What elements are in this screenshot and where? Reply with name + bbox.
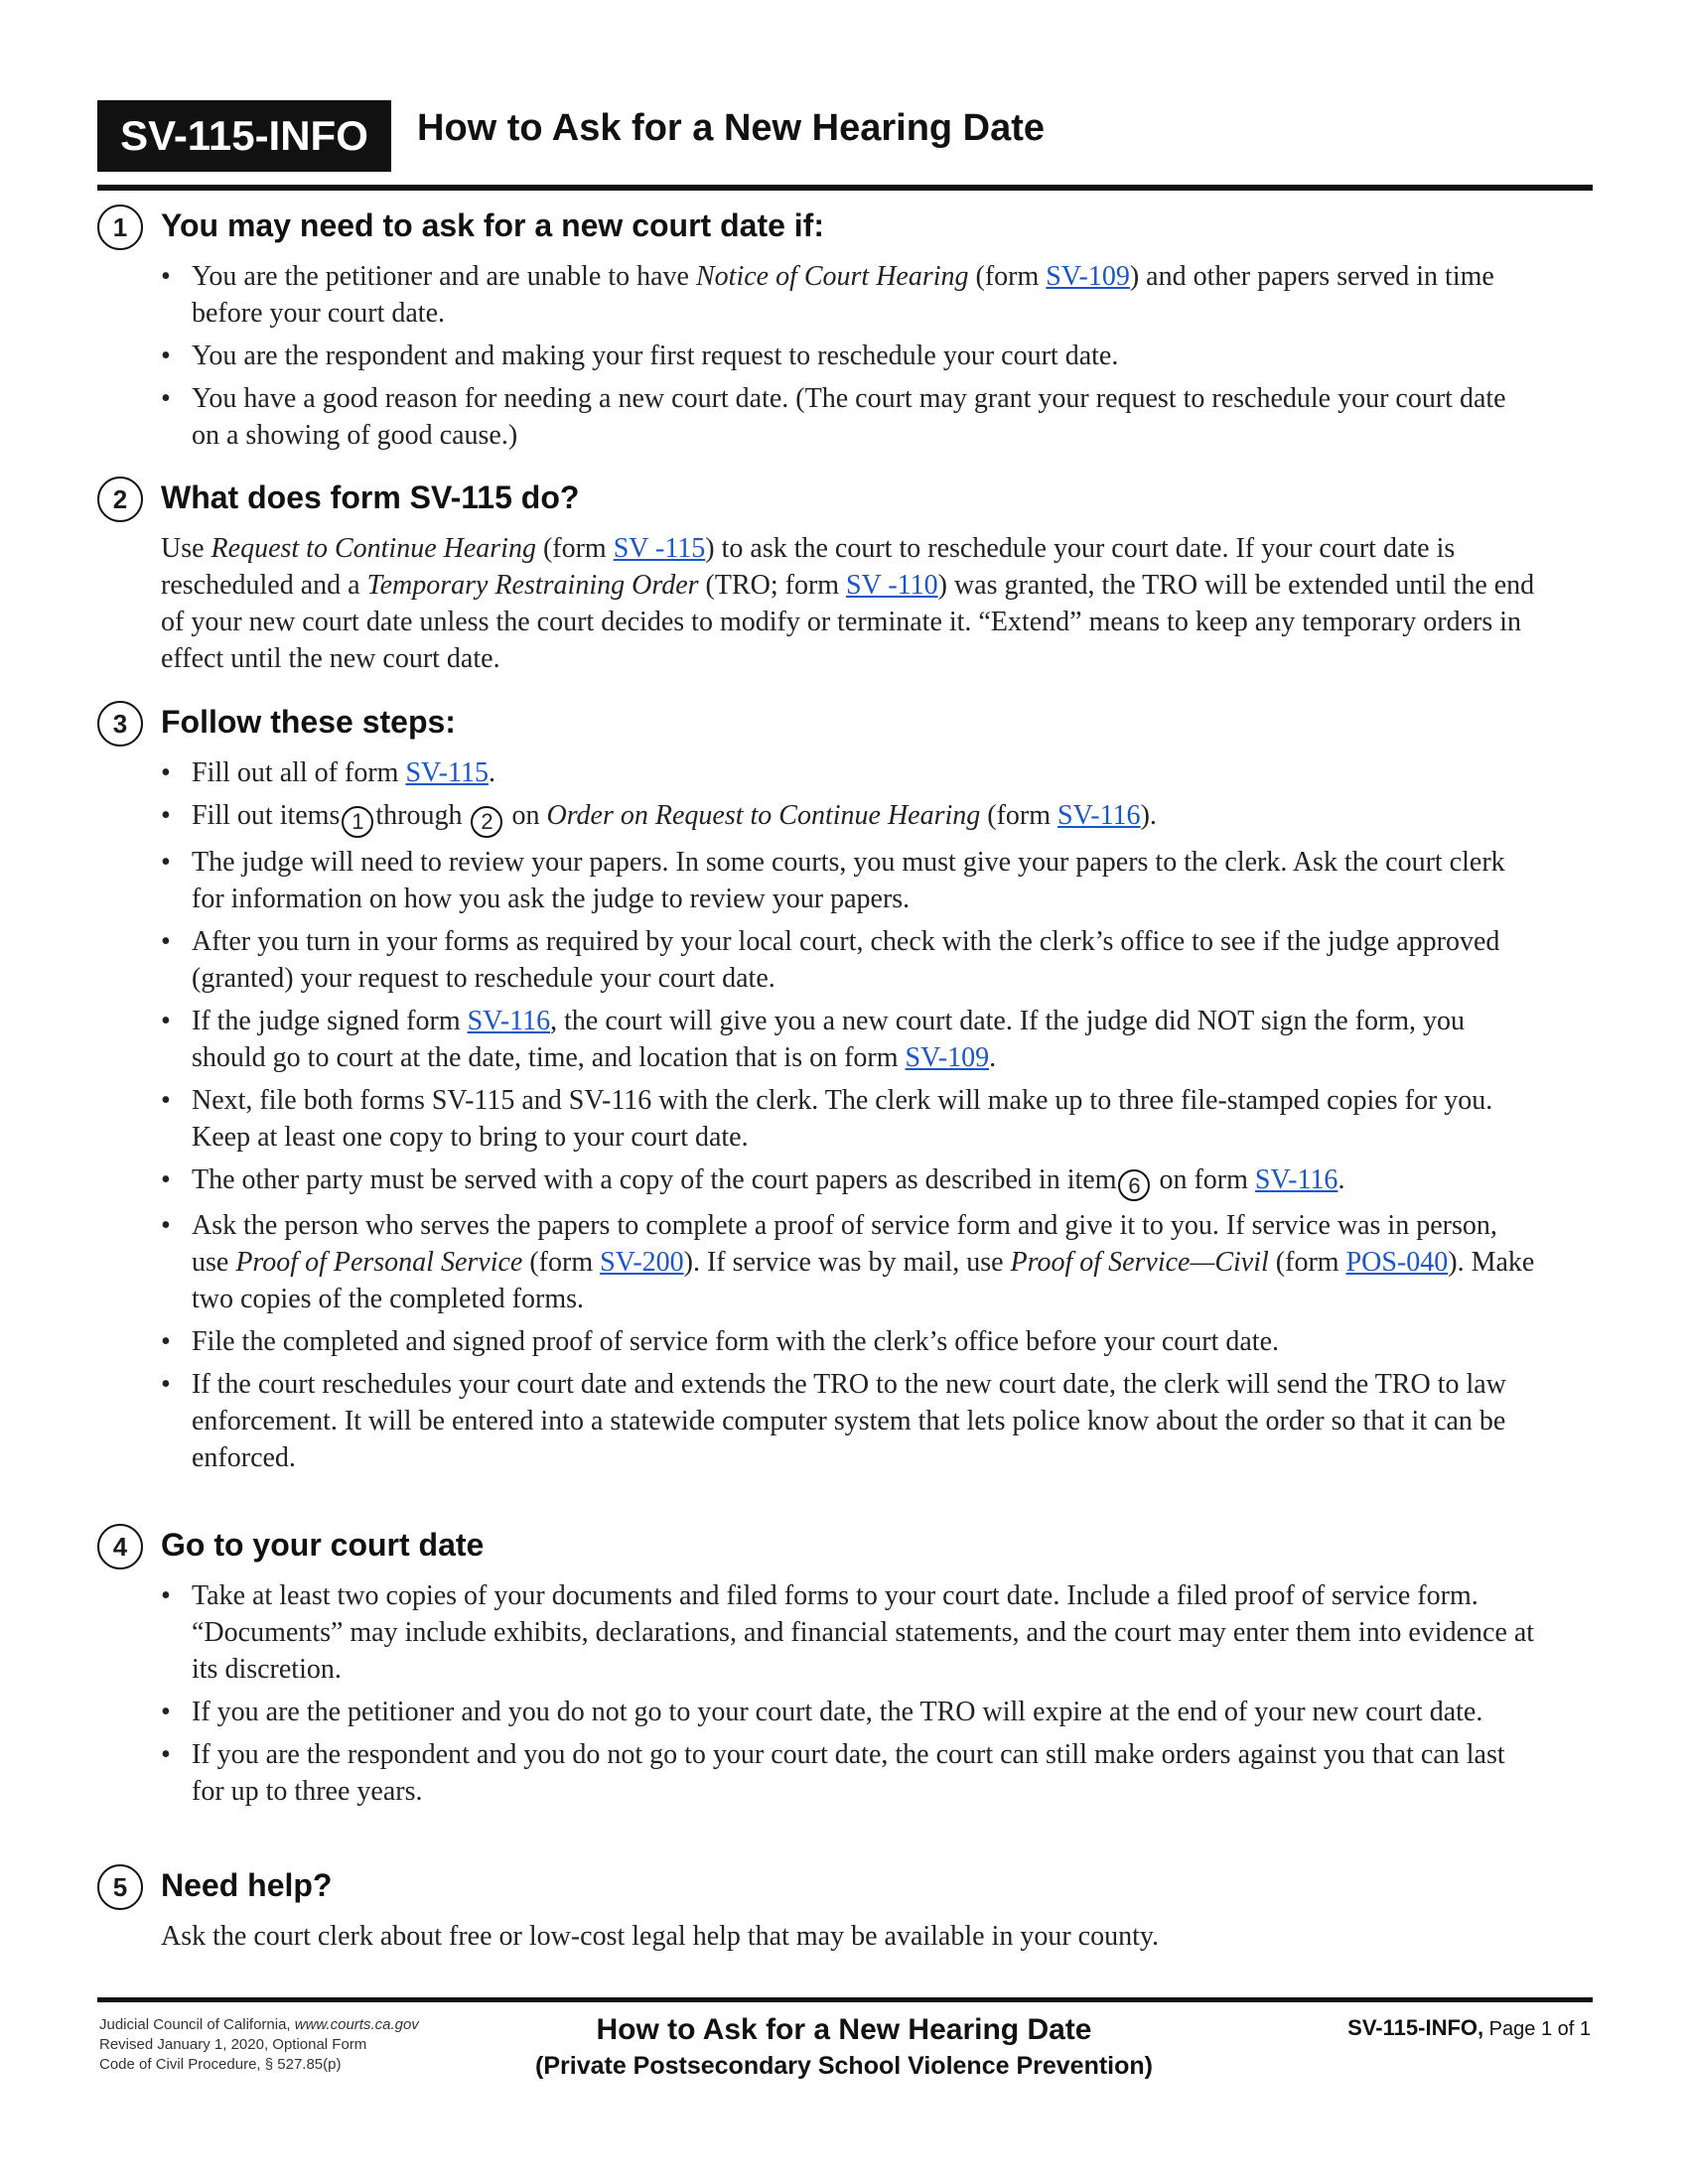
section-number-badge: 3: [97, 701, 143, 747]
list-item: • File the completed and signed proof of service form with the clerk’s office before your court date.: [161, 1326, 1279, 1357]
section-number-badge: 2: [97, 477, 143, 522]
section-1: [97, 205, 1593, 460]
form-id-badge: SV-115-INFO: [97, 100, 391, 172]
list-item: • Ask the person who serves the papers to complete a proof of service form and give it to you. If service was in person, use Proof of Personal Service (form SV-200). If service was by mail, use Proof of Service—Civil (form POS-040). Make two copies of the completed forms.: [161, 1210, 1535, 1314]
footer-title: How to Ask for a New Hearing Date: [596, 2013, 1092, 2046]
footer-publisher-line: Judicial Council of California, www.courts.ca.gov: [99, 2016, 419, 2033]
footer-page-info: [1347, 2015, 1591, 2041]
footer-title-block: [487, 2011, 1201, 2083]
bullet-list: [97, 1577, 1593, 1810]
form-link-sv-109[interactable]: SV-109: [1046, 261, 1130, 292]
top-divider: [97, 185, 1593, 191]
item-number-badge: 2: [471, 806, 502, 838]
list-item: • If you are the petitioner and you do not go to your court date, the TRO will expire at the end of your new court date.: [161, 1697, 1483, 1727]
section-4-header: [97, 1524, 1593, 1575]
list-item: • Fill out items 1 through 2 on Order on Request to Continue Hearing (form SV-116).: [97, 797, 1537, 838]
list-item: • You are the petitioner and are unable to have Notice of Court Hearing (form SV-109) and other papers served in time before your court date.: [161, 261, 1494, 329]
list-item: • If you are the respondent and you do not go to your court date, the court can still make orders against you that can last for up to three years.: [161, 1739, 1505, 1807]
form-link-sv-115[interactable]: SV-115: [405, 757, 489, 788]
list-item: • You are the respondent and making your first request to reschedule your court date.: [161, 341, 1119, 371]
item-number-badge: 1: [342, 806, 373, 838]
form-link-sv-116[interactable]: SV-116: [467, 1005, 551, 1036]
footer-publisher-info: [99, 2015, 419, 2075]
list-item: • Next, file both forms SV-115 and SV-116 with the clerk. The clerk will make up to three file-stamped copies for you. Keep at least one copy to bring to your court date.: [161, 1084, 1493, 1153]
list-item: • Fill out all of form SV-115.: [161, 757, 495, 788]
form-link-sv-109[interactable]: SV-109: [905, 1041, 990, 1073]
form-link-pos-040[interactable]: POS-040: [1345, 1247, 1449, 1278]
section-title: You may need to ask for a new court date if:: [161, 207, 824, 243]
form-link-sv-200[interactable]: SV-200: [600, 1247, 684, 1278]
section-3-header: [97, 701, 1593, 752]
section-number-badge: 5: [97, 1864, 143, 1910]
item-number-badge: 6: [1118, 1169, 1150, 1201]
list-item: • If the court reschedules your court date and extends the TRO to the new court date, the clerk will send the TRO to law enforcement. It will be entered into a statewide computer system that lets police know about the order so that it can be enforced.: [161, 1369, 1506, 1473]
section-title: What does form SV-115 do?: [161, 479, 580, 515]
bottom-divider: [97, 1997, 1593, 2002]
section-1-header: [97, 205, 1593, 256]
section-title: Follow these steps:: [161, 704, 456, 740]
section-2: [97, 477, 1593, 677]
bullet-list: [97, 754, 1593, 1476]
section-3: [97, 701, 1593, 1482]
section-paragraph: Use Request to Continue Hearing (form SV -115) to ask the court to reschedule your court date. If your court date is rescheduled and a Temporary Restraining Order (TRO; form SV -110) was granted, the TRO will be extended until the end of your new court date unless the court decides to modify or terminate it. “Extend” means to keep any temporary orders in effect until the new court date.: [161, 533, 1535, 674]
footer-subtitle: (Private Postsecondary School Violence Prevention): [535, 2052, 1153, 2080]
list-item: • The judge will need to review your papers. In some courts, you must give your papers to the clerk. Ask the court clerk for information on how you ask the judge to review your papers.: [161, 846, 1505, 914]
section-paragraph: Ask the court clerk about free or low-cost legal help that may be available in your county.: [161, 1921, 1160, 1952]
list-item: • Take at least two copies of your documents and filed forms to your court date. Include a filed proof of service form. “Documents” may include exhibits, declarations, and financial statements, and the court may enter them into evidence at its discretion.: [161, 1580, 1535, 1685]
section-5-header: [97, 1864, 1593, 1916]
section-number-badge: 4: [97, 1524, 143, 1570]
section-number-badge: 1: [97, 205, 143, 250]
form-link-sv-110[interactable]: SV -110: [846, 570, 938, 601]
list-item: • If the judge signed form SV-116, the court will give you a new court date. If the judge did NOT sign the form, you should go to court at the date, time, and location that is on form SV-109.: [161, 1005, 1466, 1073]
section-title: Need help?: [161, 1867, 333, 1903]
section-2-header: [97, 477, 1593, 528]
form-link-sv-116[interactable]: SV-116: [1254, 1163, 1338, 1195]
court-website-link[interactable]: www.courts.ca.gov: [294, 2016, 419, 2033]
footer-revision-line: Revised January 1, 2020, Optional Form: [99, 2036, 367, 2053]
form-link-sv-115[interactable]: SV -115: [613, 533, 706, 564]
footer-code-line: Code of Civil Procedure, § 527.85(p): [99, 2056, 342, 2073]
bullet-list: [97, 258, 1593, 454]
section-5: [97, 1864, 1593, 1955]
page-title: How to Ask for a New Hearing Date: [417, 107, 1046, 149]
page-number: Page 1 of 1: [1483, 2018, 1591, 2040]
section-4: [97, 1524, 1593, 1816]
footer-form-id: SV-115-INFO,: [1347, 2015, 1484, 2040]
form-link-sv-116[interactable]: SV-116: [1057, 800, 1141, 831]
section-title: Go to your court date: [161, 1527, 485, 1563]
list-item: • You have a good reason for needing a new court date. (The court may grant your request to reschedule your court date on a showing of good cause.): [161, 383, 1506, 451]
list-item: • The other party must be served with a copy of the court papers as described in item 6 on form SV-116.: [97, 1161, 1537, 1202]
list-item: • After you turn in your forms as required by your local court, check with the clerk’s office to see if the judge approved (granted) your request to reschedule your court date.: [161, 925, 1500, 994]
